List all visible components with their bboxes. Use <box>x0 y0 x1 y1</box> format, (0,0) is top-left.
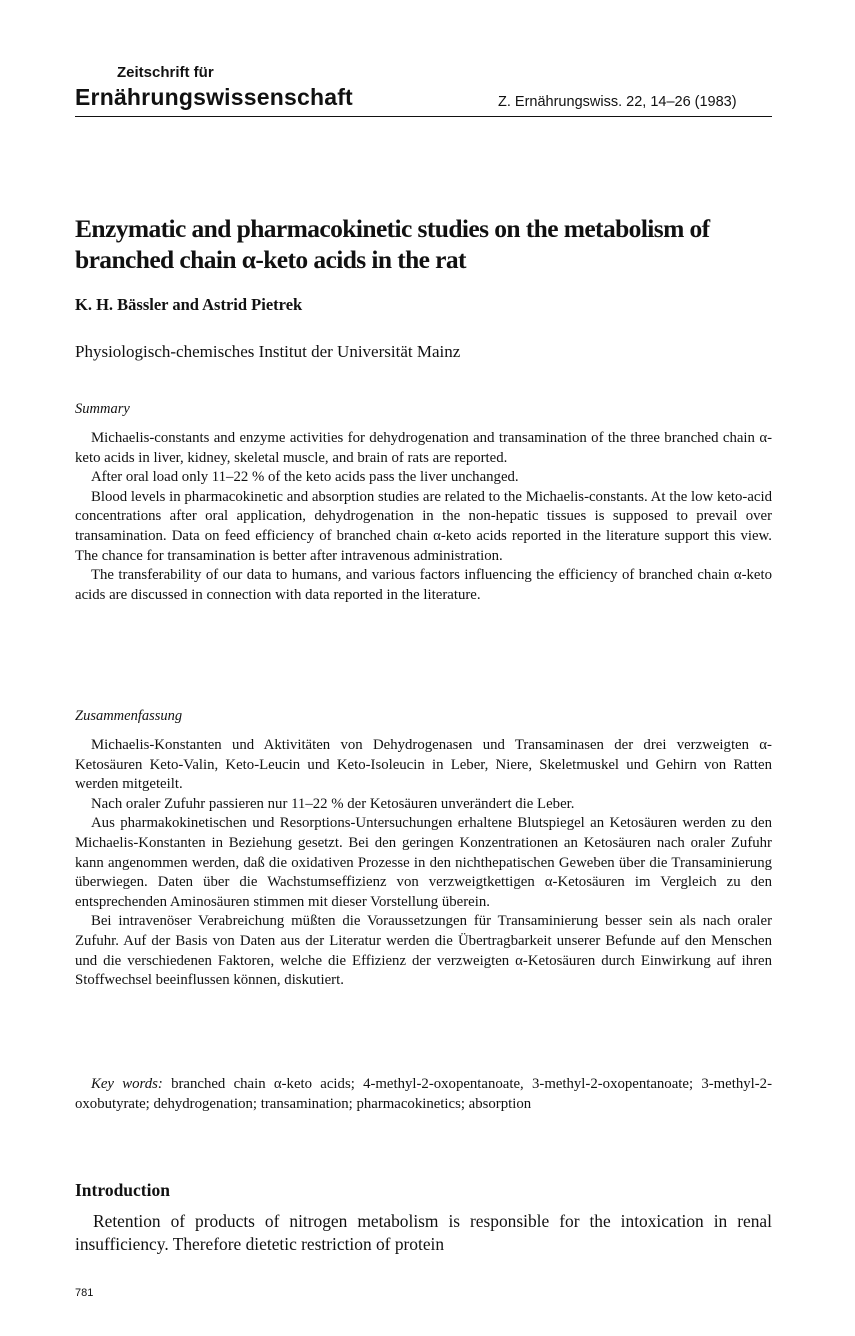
journal-citation: Z. Ernährungswiss. 22, 14–26 (1983) <box>498 94 737 110</box>
keywords <box>75 1075 772 1114</box>
introduction-text: Retention of products of nitrogen metabolism is responsible for the intoxication in renal insufficiency. Therefore dietetic restriction of protein <box>75 1211 772 1254</box>
article-affiliation: Physiologisch-chemisches Institut der Universität Mainz <box>75 342 461 361</box>
journal-name-small: Zeitschrift für <box>117 64 214 81</box>
header-rule <box>75 116 772 117</box>
summary-heading: Summary <box>75 401 130 417</box>
page-number: 781 <box>75 1287 94 1299</box>
zusammenfassung-paragraph: Bei intravenöser Verabreichung müßten die Voraussetzungen für Transaminierung besser sein als nach oraler Zufuhr. Auf der Basis von Daten aus der Literatur werden die Übertragbarkeit unserer Befunde auf den Menschen und die verschiedenen Faktoren, welche die Effizienz der verzweigten α-Ketosäuren durch Einwirkung auf ihren Stoffwechsel beeinflussen können, diskutiert. <box>75 913 772 989</box>
zusammenfassung-body <box>75 736 772 991</box>
journal-name-large: Ernährungswissenschaft <box>75 84 353 110</box>
zusammenfassung-paragraph: Michaelis-Konstanten und Aktivitäten von Dehydrogenasen und Transaminasen der drei verzweigten α-Ketosäuren Keto-Valin, Keto-Leucin und Keto-Isoleucin in Leber, Niere, Skeletmuskel und Gehirn von Ratten werden mitgeteilt. <box>75 737 772 793</box>
zusammenfassung-heading: Zusammenfassung <box>75 708 183 724</box>
zusammenfassung-paragraph: Nach oraler Zufuhr passieren nur 11–22 % der Ketosäuren unverändert die Leber. <box>91 795 575 812</box>
keywords-label: Key words: <box>91 1076 163 1092</box>
summary-paragraph: Michaelis-constants and enzyme activities for dehydrogenation and transamination of the three branched chain α-keto acids in liver, kidney, skeletal muscle, and brain of rats are reported. <box>75 430 772 466</box>
summary-paragraph: The transferability of our data to humans, and various factors influencing the efficiency of branched chain α-keto acids are discussed in connection with data reported in the literature. <box>75 567 772 603</box>
zusammenfassung-paragraph: Aus pharmakokinetischen und Resorptions-Untersuchungen erhaltene Blutspiegel an Ketosäuren werden zu den Michaelis-Konstanten in Beziehung gesetzt. Bei den geringen Konzentrationen an Ketosäuren nach oraler Zufuhr kann angenommen werden, daß die oxidativen Prozesse in den nichthepatischen Geweben über die Transaminierung überwiegen. Daten über die Wachstumseffizienz von verzweigtkettigen α-Ketosäuren im Vergleich zu den entsprechenden Aminosäuren stimmen mit dieser Vorstellung überein. <box>75 815 772 910</box>
article-title: Enzymatic and pharmacokinetic studies on the metabolism of branched chain α-keto acids in the rat <box>75 214 710 274</box>
summary-paragraph: After oral load only 11–22 % of the keto acids pass the liver unchanged. <box>91 469 519 486</box>
keywords-text: branched chain α-keto acids; 4-methyl-2-oxopentanoate, 3-methyl-2-oxopentanoate; 3-methyl-2-oxobutyrate; dehydrogenation; transamination; pharmacokinetics; absorption <box>75 1076 772 1112</box>
keywords-paragraph <box>75 1075 772 1114</box>
article-authors: K. H. Bässler and Astrid Pietrek <box>75 295 303 314</box>
summary-paragraph: Blood levels in pharmacokinetic and absorption studies are related to the Michaelis-constants. At the low keto-acid concentrations after oral application, dehydrogenation in the non-hepatic tissues is supposed to prevail over transamination. Data on feed efficiency of branched chain α-keto acids reported in the literature support this view. The chance for transamination is better after intravenous administration. <box>75 488 772 564</box>
introduction-heading: Introduction <box>75 1180 170 1200</box>
summary-body <box>75 429 772 605</box>
